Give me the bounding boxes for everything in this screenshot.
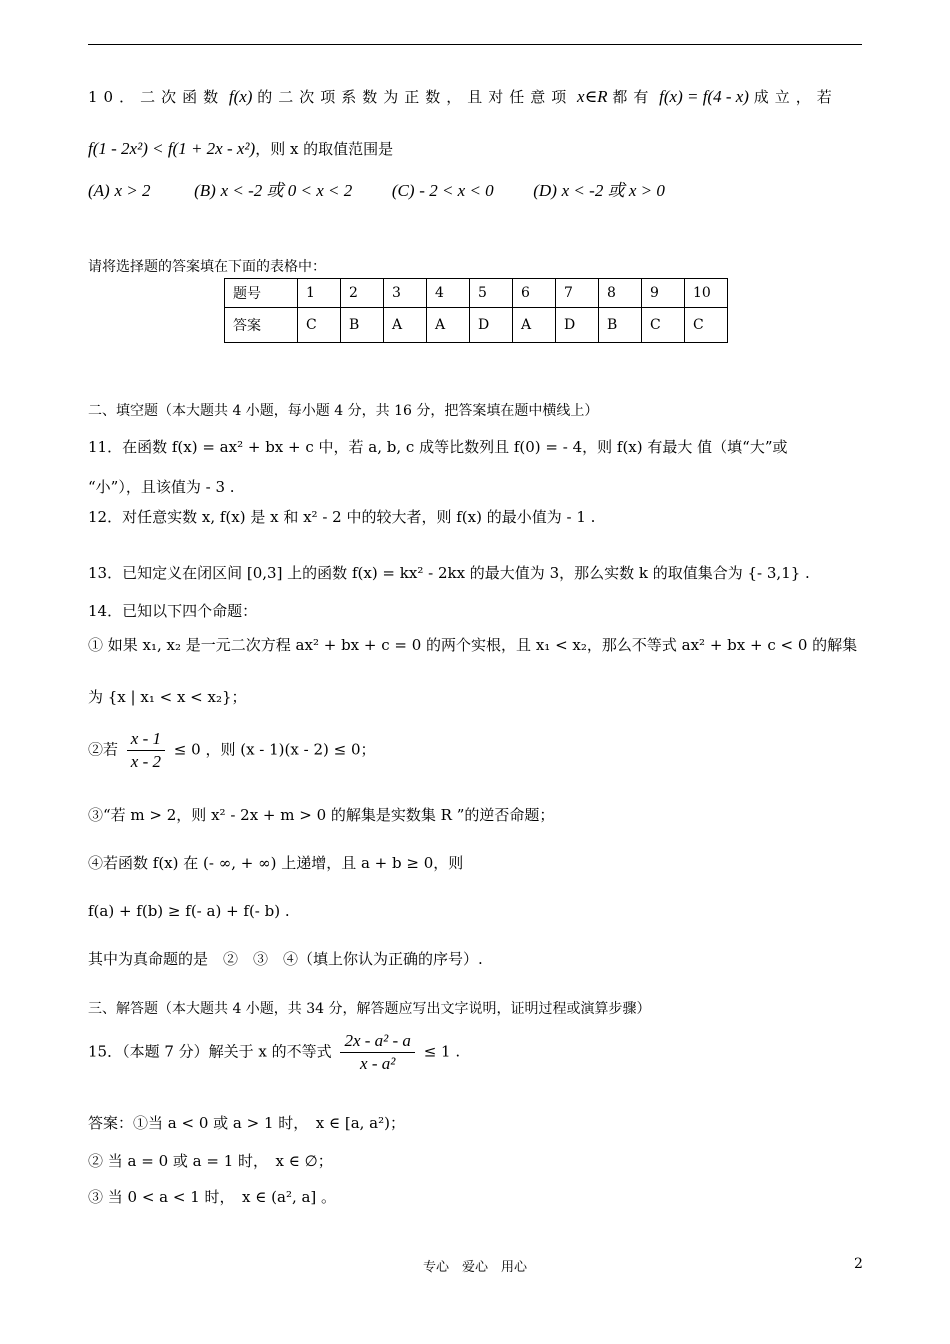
table-cell: 4 bbox=[427, 279, 470, 308]
table-cell: C bbox=[298, 308, 341, 343]
header-rule bbox=[88, 44, 862, 45]
fraction: $\frac{x - 1}{x - 2}$ bbox=[127, 728, 165, 773]
table-cell: A bbox=[513, 308, 556, 343]
q13: 13．已知定义在闭区间 [0,3] 上的函数 f(x) = kx² - 2kx 的最大值为 3，那么实数 k 的取值集合为 {- 3,1} . bbox=[88, 564, 810, 582]
q10-line1: 10．二次函数 f(x) 的二次项系数为正数，且对任意项 x∈R 都有 f(x) = f(4 - x) 成立，若 bbox=[88, 87, 838, 106]
table-cell: 6 bbox=[513, 279, 556, 308]
table-cell: 3 bbox=[384, 279, 427, 308]
page-number: 2 bbox=[854, 1256, 863, 1272]
table-cell: 10 bbox=[685, 279, 728, 308]
q10-line2: f(1 - 2x²) < f(1 + 2x - x²)，则 x 的取值范围是 bbox=[88, 139, 394, 158]
table-row bbox=[225, 308, 728, 343]
table-cell: 8 bbox=[599, 279, 642, 308]
table-header-cell: 题号 bbox=[225, 279, 298, 308]
answer-3: ③ 当 0 < a < 1 时， x ∈ (a², a] 。 bbox=[88, 1188, 337, 1206]
option-a: (A) x > 2 bbox=[88, 181, 151, 200]
q14-p1-line1: ① 如果 x₁, x₂ 是一元二次方程 ax² + bx + c = 0 的两个实根，且 x₁ < x₂，那么不等式 ax² + bx + c < 0 的解集 bbox=[88, 636, 858, 654]
table-cell: B bbox=[599, 308, 642, 343]
q14-p1-line2: 为 {x | x₁ < x < x₂}； bbox=[88, 688, 247, 706]
footer-text: 专心 爱心 用心 bbox=[422, 1260, 527, 1275]
section3-title: 三、解答题（本大题共 4 小题，共 34 分，解答题应写出文字说明，证明过程或演算步骤） bbox=[88, 1001, 651, 1017]
q14-title: 14．已知以下四个命题： bbox=[88, 602, 258, 620]
q14-conclusion: 其中为真命题的是 ② ③ ④（填上你认为正确的序号）. bbox=[88, 950, 483, 968]
table-cell: D bbox=[556, 308, 599, 343]
q11-line2: “小”），且该值为 - 3 . bbox=[88, 478, 235, 496]
table-cell: C bbox=[642, 308, 685, 343]
table-cell: B bbox=[341, 308, 384, 343]
table-cell: A bbox=[427, 308, 470, 343]
q14-p3: ③“若 m > 2，则 x² - 2x + m > 0 的解集是实数集 R ”的逆否命题； bbox=[88, 806, 555, 824]
table-intro: 请将选择题的答案填在下面的表格中： bbox=[88, 259, 326, 275]
table-cell: D bbox=[470, 308, 513, 343]
q14-p2: ②若 $\frac{x - 1}{x - 2}$ ≤ 0 ，则 (x - 1)(x - 2) ≤ 0； bbox=[88, 729, 376, 771]
answer-2: ② 当 a = 0 或 a = 1 时， x ∈ ∅； bbox=[88, 1152, 333, 1170]
table-cell: 9 bbox=[642, 279, 685, 308]
table-cell: 2 bbox=[341, 279, 384, 308]
q10-options bbox=[88, 180, 665, 202]
option-b: (B) x < -2 或 0 < x < 2 bbox=[194, 181, 353, 200]
table-cell: 5 bbox=[470, 279, 513, 308]
table-cell: A bbox=[384, 308, 427, 343]
q14-p4-line2: f(a) + f(b) ≥ f(- a) + f(- b) . bbox=[88, 902, 290, 920]
answer-table bbox=[224, 278, 728, 343]
table-cell: 7 bbox=[556, 279, 599, 308]
table-row bbox=[225, 279, 728, 308]
table-header-cell: 答案 bbox=[225, 308, 298, 343]
table-cell: C bbox=[685, 308, 728, 343]
q14-p4-line1: ④若函数 f(x) 在 (- ∞, + ∞) 上递增，且 a + b ≥ 0，则 bbox=[88, 854, 464, 872]
option-d: (D) x < -2 或 x > 0 bbox=[533, 181, 665, 200]
answer-1: 答案：①当 a < 0 或 a > 1 时， x ∈ [a, a²)； bbox=[88, 1114, 405, 1132]
q11-line1: 11．在函数 f(x) = ax² + bx + c 中，若 a, b, c 成等比数列且 f(0) = - 4，则 f(x) 有最大 值（填“大”或 bbox=[88, 438, 788, 456]
q12: 12．对任意实数 x, f(x) 是 x 和 x² - 2 中的较大者，则 f(x) 的最小值为 - 1 . bbox=[88, 508, 596, 526]
table-cell: 1 bbox=[298, 279, 341, 308]
fraction: $\frac{\text{2x - a² - a}}{\text{x - a²}}$ bbox=[340, 1030, 414, 1075]
option-c: (C) - 2 < x < 0 bbox=[391, 181, 494, 200]
q15: 15．（本题 7 分）解关于 x 的不等式 $\frac{\text{2x - a² - a}}{\text{x - a²}}$ ≤ 1 . bbox=[88, 1031, 461, 1073]
section2-title: 二、填空题（本大题共 4 小题，每小题 4 分，共 16 分，把答案填在题中横线上） bbox=[88, 403, 599, 419]
